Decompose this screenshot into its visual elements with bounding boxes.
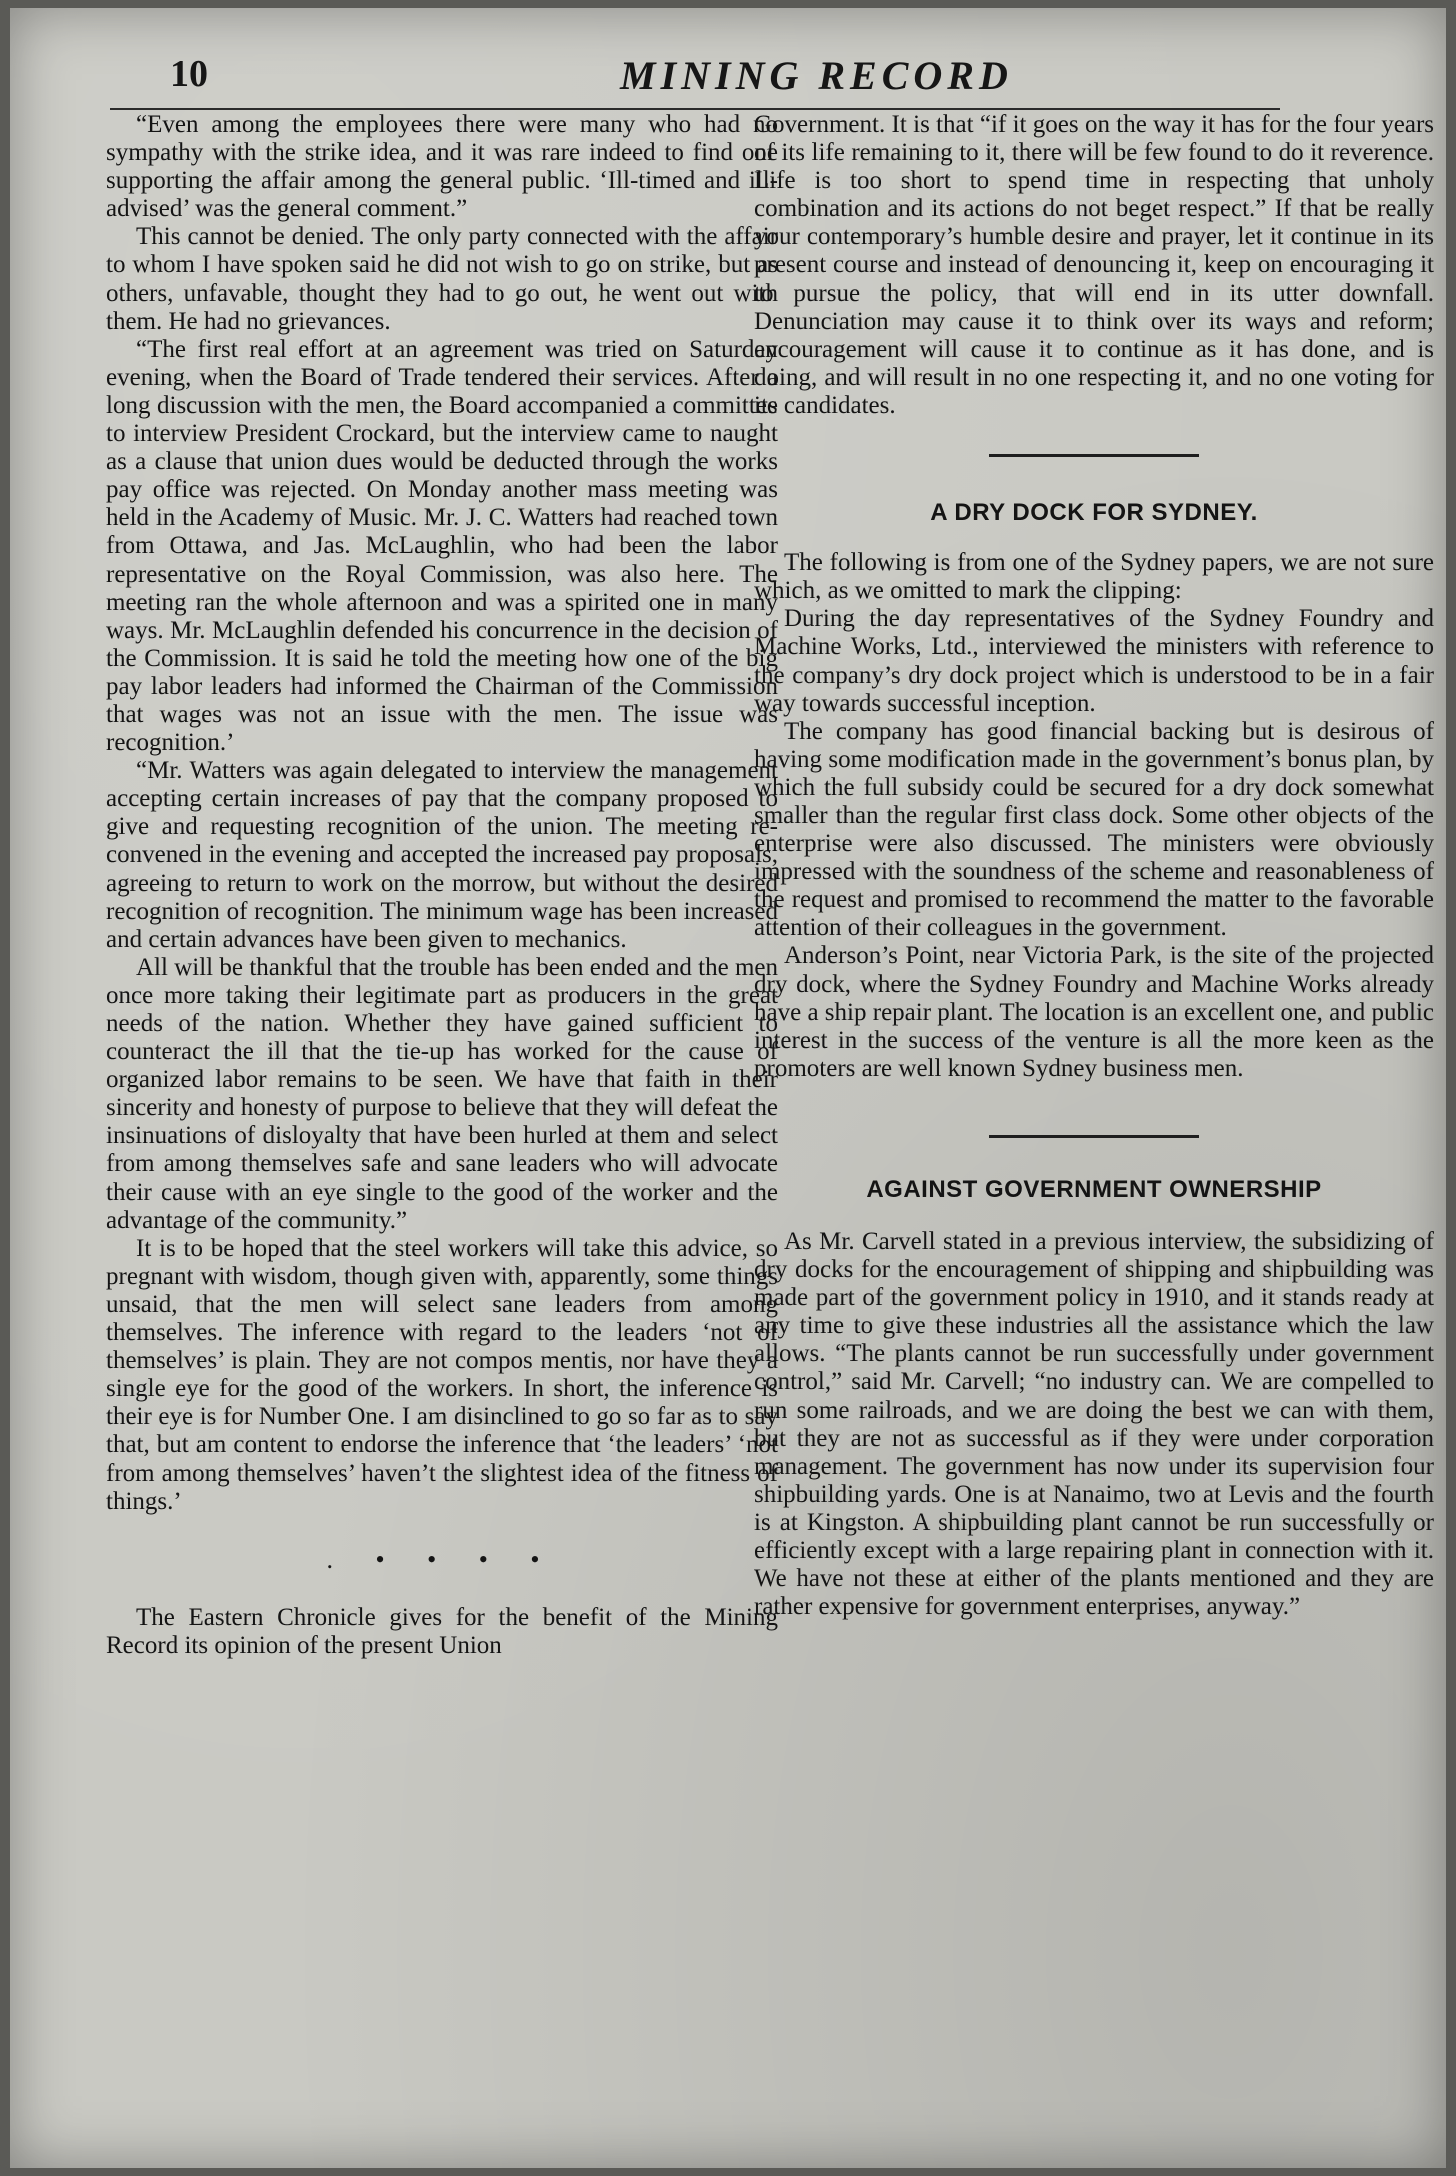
section-dots: . • • • • [326,1544,558,1574]
paragraph: “The first real effort at an agreement was tried on Saturday evening, when the Board of Trade tendered their services. After a long discussion with the men, the Board accompanied a committee to interview President Crockard, but the interview came to naught as a clause that union dues would be deducted through the works pay office was rejected. On Monday another mass meeting was held in the Academy of Music. Mr. J. C. Watters had reached town from Ottawa, and Jas. McLaughlin, who had been the labor representative on the Royal Commission, was also here. The meeting ran the whole afternoon and was a spirited one in many ways. Mr. McLaughlin defended his concurrence in the decision of the Commission. It is said he told the meeting how one of the big pay labor leaders had informed the Chairman of the Commission that wages was not an issue with the men. The issue was recognition.’ [106,335,778,757]
newspaper-page [10,8,1446,2168]
paragraph: Anderson’s Point, near Victoria Park, is the site of the projected dry dock, where the Sydney Foundry and Machine Works already have a ship repair plant. The location is an excellent one, and public interest in the success of the venture is all the more keen as the promoters are well known Sydney business men. [754,942,1434,1082]
page-header [120,52,1380,112]
paragraph: “Mr. Watters was again delegated to interview the management accepting certain increases of pay that the company proposed to give and requesting recognition of the union. The meeting re-convened in the evening and accepted the increased pay proposals, agreeing to return to work on the morrow, but without the desired recognition of recognition. The minimum wage has been increased and certain advances have been given to mechanics. [106,757,778,953]
right-column [754,111,1434,1621]
closing-paragraph: The Eastern Chronicle gives for the benefit of the Mining Record its opinion of the present Union [106,1603,778,1659]
paragraph: The company has good financial backing but is desirous of having some modification made in the government’s bonus plan, by which the full subsidy could be secured for a dry dock somewhat smaller than the regular first class dock. Some other objects of the enterprise were also discussed. The ministers were obviously impressed with the soundness of the scheme and reasonableness of the request and promised to recommend the matter to the favorable attention of their colleagues in the government. [754,717,1434,942]
article-title-dry-dock: A DRY DOCK FOR SYDNEY. [930,499,1258,527]
paragraph: As Mr. Carvell stated in a previous interview, the subsidizing of dry docks for the encouragement of shipping and shipbuilding was made part of the government policy in 1910, and it stands ready at any time to give these industries all the assistance which the law allows. “The plants cannot be run successfully under government control,” said Mr. Carvell; “no industry can. We are compelled to run some railroads, and we are doing the best we can with them, but they are not as successful as if they were under corporation management. The government has now under its supervision four shipbuilding yards. One is at Nanaimo, two at Levis and the fourth is at Kingston. A shipbuilding plant cannot be run successfully or efficiently except with a large repairing plant in connection with it. We have not these at either of the plants mentioned and they are rather expensive for government enterprises, anyway.” [754,1228,1434,1621]
paragraph: All will be thankful that the trouble has been ended and the men once more taking their legitimate part as producers in the great needs of the nation. Whether they have gained sufficient to counteract the ill that the tie-up has worked for the cause of organized labor remains to be seen. We have that faith in their sincerity and honesty of purpose to believe that they will defeat the insinuations of disloyalty that have been hurled at them and select from among themselves safe and sane leaders who will advocate their cause with an eye single to the good of the worker and the advantage of the community.” [106,953,778,1234]
page-number: 10 [170,53,208,95]
paragraph: During the day representatives of the Sydney Foundry and Machine Works, Ltd., interviewed the ministers with reference to the company’s dry dock project which is understood to be in a fair way towards successful inception. [754,605,1434,717]
paragraph: It is to be hoped that the steel workers will take this advice, so pregnant with wisdom, though given with, apparently, some things unsaid, that the men will select sane leaders from among themselves. The inference with regard to the leaders ‘not of themselves’ is plain. They are not compos mentis, nor have they a single eye for the good of the workers. In short, the inference is their eye is for Number One. I am disinclined to go so far as to say that, but am content to endorse the inference that ‘the leaders’ ‘not from among themselves’ haven’t the slightest idea of the fitness of things.’ [106,1234,778,1515]
paragraph: The following is from one of the Sydney papers, we are not sure which, as we omitted to mark the clipping: [754,549,1434,605]
continued-paragraph: Government. It is that “if it goes on the way it has for the four years of its life remaining to it, there will be few found to do it reverence. Life is too short to spend time in respecting that unholy combination and its actions do not beget respect.” If that be really your contemporary’s humble desire and prayer, let it continue in its present course and instead of denouncing it, keep on encouraging it to pursue the policy, that will end in its utter downfall. Denunciation may cause it to think over its ways and reform; encouragement will cause it to continue as it has done, and is doing, and will result in no one respecting it, and no one voting for its candidates. [754,111,1434,419]
header-rule [110,108,1280,110]
paragraph: “Even among the employees there were many who had no sympathy with the strike idea, and it was rare indeed to find one supporting the affair among the general public. ‘Ill-timed and ill-advised’ was the general comment.” [106,111,778,223]
masthead-title: MINING RECORD [620,53,1013,98]
left-column [106,111,778,1660]
article-title-government-ownership: AGAINST GOVERNMENT OWNERSHIP [866,1175,1322,1203]
paragraph: This cannot be denied. The only party connected with the affair to whom I have spoken said he did not wish to go on strike, but as others, unfavable, thought they had to go out, he went out with them. He had no grievances. [106,223,778,335]
